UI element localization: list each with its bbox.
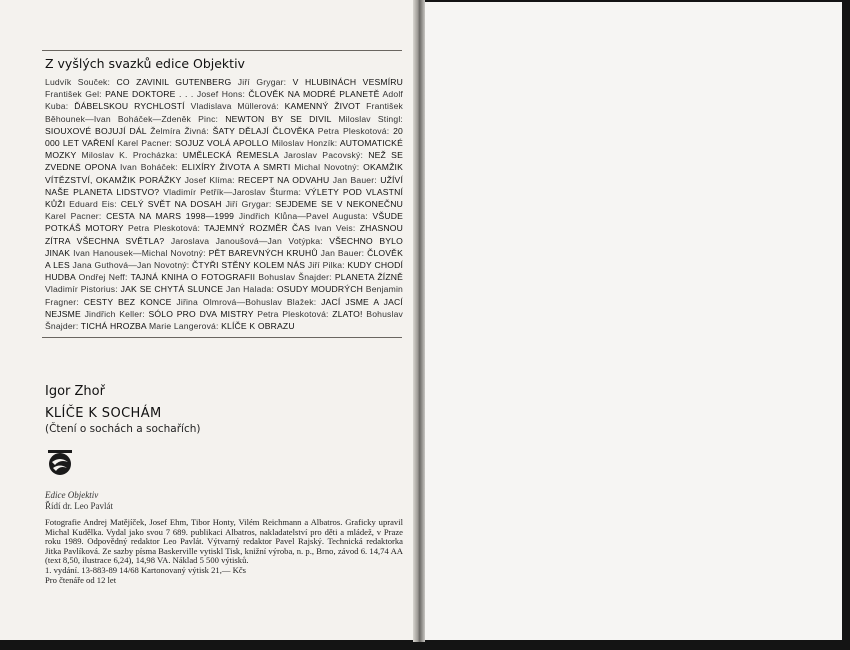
catalog-entry-author: Josef Hons: — [196, 89, 249, 100]
book-gutter — [413, 0, 425, 642]
catalog-entry-title: VÝLETY POD VLASTNÍ KŮŽI — [45, 186, 404, 210]
catalog-entry-author: Želmíra Živná: — [150, 125, 213, 136]
catalog-entry-author: Ivan Boháček: — [119, 162, 182, 173]
catalog-entry-title: OKAMŽIK VÍTĚZSTVÍ, OKAMŽIK PORÁŽKY — [45, 162, 403, 185]
catalog-entry-author: Jan Bauer: — [332, 174, 381, 185]
catalog-entry-title: TAJNÁ KNIHA O FOTOGRAFII — [130, 272, 256, 283]
catalog-entry-title: UMĚLECKÁ ŘEMESLA — [182, 150, 279, 161]
catalog-entry-author: Adolf Kuba: — [45, 89, 403, 112]
catalog-entry-author: Petra Pleskotová: — [127, 223, 205, 234]
catalog-entry-title: SIOUXOVÉ BOJUJÍ DÁL — [45, 125, 147, 136]
catalog-entry-author: Bohuslav Šnajder: — [258, 272, 335, 283]
catalog-entry — [117, 138, 268, 148]
publisher-logo-icon — [45, 447, 75, 477]
catalog-entry-title: CESTY BEZ KONCE — [83, 296, 172, 307]
catalog-entry — [45, 89, 193, 99]
catalog-entry-title: AUTOMATICKÉ MOZKY — [45, 138, 403, 161]
catalog-entry-author: Jindřich Keller: — [84, 308, 149, 319]
catalog-entry-author: Jiřina Olmrová—Bohuslav Blažek: — [176, 296, 322, 307]
bottom-rule — [42, 337, 402, 338]
catalog-entry-title: NEŽ SE ZVEDNE OPONA — [45, 150, 403, 173]
catalog-entry-title: SOJUZ VOLÁ APOLLO — [175, 138, 269, 149]
catalog-entry — [226, 284, 363, 294]
catalog-entry-author: Vladimír Pistorius: — [45, 284, 121, 295]
catalog-entry — [45, 211, 234, 221]
catalog-entry-author: Petra Pleskotová: — [257, 308, 333, 319]
catalog-entry-title: RECEPT NA ODVAHU — [238, 174, 330, 185]
catalog-entry-title: PANE DOKTORE . . . — [105, 89, 194, 100]
catalog-entry — [73, 248, 318, 258]
catalog-entry-title: 20 000 LET VAŘENÍ — [45, 125, 403, 149]
catalog-entry — [191, 101, 361, 111]
catalog-entry — [82, 150, 279, 160]
catalog-entry-title: ČTYŘI STĚNY KOLEM NÁS — [192, 260, 306, 271]
catalog-entry-author: Karel Pacner: — [45, 211, 107, 222]
catalog-entry-title: KLÍČE K OBRAZU — [221, 321, 295, 332]
catalog-entry-title: OSUDY MOUDRÝCH — [276, 284, 363, 295]
catalog-entry-title: PLANETA ŽÍZNĚ — [334, 272, 404, 283]
catalog-entry-title: ČLOVĚK A LES — [45, 247, 403, 271]
top-rule — [42, 50, 402, 51]
catalog-entry-author: Jan Bauer: — [320, 247, 368, 258]
catalog-entry-author: Petra Pleskotová: — [317, 125, 394, 136]
catalog-entry-author: Jan Halada: — [225, 284, 277, 295]
catalog-entry-title: V HLUBINÁCH VESMÍRU — [292, 77, 404, 87]
catalog-entry-author: Jaroslav Pacovský: — [283, 150, 369, 161]
catalog-entry — [150, 126, 314, 136]
catalog-entry-title: TAJEMNÝ ROZMĚR ČAS — [204, 223, 311, 234]
catalog-entry-author: Benjamin Fragner: — [45, 284, 403, 307]
catalog-entry-title: JACÍ JSME A JACÍ NEJSME — [45, 296, 403, 319]
catalog-entry-title: ŠATY DĚLAJÍ ČLOVĚKA — [212, 125, 314, 136]
catalog-entry-title: KAMENNÝ ŽIVOT — [284, 101, 361, 112]
edition-name: Edice Objektiv — [45, 490, 99, 500]
catalog-entry-title: ČLOVĚK NA MODRÉ PLANETĚ — [248, 89, 380, 100]
series-heading: Z vyšlých svazků edice Objektiv — [45, 56, 245, 71]
catalog-entry-title: ZLATO! — [332, 308, 363, 319]
catalog-entry — [197, 89, 380, 99]
catalog-entry-author: František Běhounek—Ivan Boháček—Zdeněk Pinc: — [45, 101, 403, 124]
catalog-entry — [85, 309, 254, 319]
catalog-entry-author: František Gel: — [45, 89, 106, 100]
catalog-entry — [258, 272, 403, 282]
catalog-entry — [257, 309, 362, 319]
catalog-entry-title: CO ZAVINIL GUTENBERG — [116, 77, 232, 87]
catalog-entry-title: VŠUDE POTKÁŠ MOTORY — [45, 211, 404, 234]
catalog-entry — [149, 321, 295, 331]
catalog-entry-title: UŽÍVÍ NAŠE PLANETA LIDSTVO? — [45, 174, 404, 197]
catalog-entry-author: Ludvík Souček: — [45, 77, 117, 87]
edition-editor: Řídí dr. Leo Pavlát — [45, 501, 113, 511]
catalog-entry-author: Ondřej Neff: — [78, 272, 131, 283]
catalog-entry-title: JAK SE CHYTÁ SLUNCE — [120, 284, 224, 295]
catalog-entry-author: Miloslav Stingl: — [338, 113, 403, 124]
catalog-entry-title: SEJDEME SE V NEKONEČNU — [275, 199, 403, 210]
catalog-entry — [79, 272, 256, 282]
colophon-edition-line: 1. vydání. 13-883-89 14/68 Kartonovaný výtisk 21,— Kčs — [45, 564, 246, 575]
catalog-entry — [185, 175, 330, 185]
catalog-entry-title: KUDY CHODÍ HUDBA — [45, 260, 404, 283]
catalog-entry-author: Ivan Veis: — [314, 223, 360, 234]
catalog-entry-author: Josef Klíma: — [184, 174, 239, 185]
catalog-entry-title: SÓLO PRO DVA MISTRY — [148, 308, 254, 319]
catalog-entry-title: NEWTON BY SE DIVIL — [225, 113, 332, 124]
colophon-text: Fotografie Andrej Matějíček, Josef Ehm, Tibor Honty, Vilém Reichmann a Albatros. Graficky upravil Michal Kudělka. Vydal jako svou 7 689. publikaci Albatros, nakladatelství pro děti a mládež, v Praze roku 1989. Odpovědný redaktor Leo Pavlát. Výtvarný redaktor Pavel Rajský. Technická redaktorka Jitka Pavlíková. Ze sazby písma Baskerville vytiskl Tisk, knižní výroba, n. p., Brno, závod 6. 14,74 AA (text 8,50, ilustrace 6,24), 14,98 VA. Náklad 5 500 výtisků. — [45, 517, 403, 566]
right-page — [422, 2, 842, 640]
catalog-entry-title: PĚT BAREVNÝCH KRUHŮ — [208, 247, 318, 258]
catalog-entry-title: ELIXÍRY ŽIVOTA A SMRTI — [181, 162, 291, 173]
catalog-entry-author: Karel Pacner: — [117, 138, 176, 149]
catalog-entry-title: ZHASNOU ZÍTRA VŠECHNA SVĚTLA? — [45, 223, 403, 246]
book-author: Igor Zhoř — [45, 384, 105, 399]
catalog-entry-title: ĎÁBELSKOU RYCHLOSTÍ — [74, 101, 185, 112]
catalog-entry-author: Vladimír Petřík—Jaroslav Šturma: — [163, 186, 306, 197]
catalog-entry-author: Jiří Grygar: — [237, 77, 293, 87]
catalog-entry-author: Michal Novotný: — [294, 162, 364, 173]
colophon-age-line: Pro čtenáře od 12 let — [45, 574, 117, 585]
catalog-entry-title: CESTA NA MARS 1998—1999 — [106, 211, 235, 222]
book-title: KLÍČE K SOCHÁM — [45, 406, 162, 421]
catalog-entry — [120, 162, 290, 172]
series-catalog — [45, 76, 403, 332]
catalog-entry-author: Eduard Eis: — [69, 199, 121, 210]
catalog-entry-author: Marie Langerová: — [148, 321, 222, 332]
catalog-entry-author: Bohuslav Šnajder: — [45, 308, 404, 332]
catalog-entry-author: Jindřich Klůna—Pavel Augusta: — [238, 211, 373, 222]
catalog-entry — [226, 199, 403, 209]
catalog-entry-author: Ivan Hanousek—Michal Novotný: — [73, 247, 209, 258]
catalog-entry-author: Jaroslava Janoušová—Jan Votýpka: — [170, 235, 330, 246]
catalog-entry-author: Miloslav K. Procházka: — [81, 150, 183, 161]
catalog-entry — [45, 77, 231, 87]
catalog-entry-title: VŠECHNO BYLO JINAK — [45, 235, 403, 258]
catalog-entry-title: TICHÁ HROZBA — [80, 321, 147, 332]
catalog-entry-author: Jana Guthová—Jan Novotný: — [72, 260, 193, 271]
book-subtitle: (Čtení o sochách a sochařích) — [45, 423, 201, 435]
catalog-entry-author: Vladislava Müllerová: — [190, 101, 285, 112]
catalog-entry-author: Jiří Pilka: — [307, 260, 348, 271]
catalog-entry — [45, 284, 223, 294]
catalog-entry — [73, 260, 306, 270]
catalog-entry-title: CELÝ SVĚT NA DOSAH — [120, 199, 222, 210]
catalog-entry — [238, 77, 403, 87]
catalog-entry — [69, 199, 222, 209]
colophon — [45, 518, 403, 585]
catalog-entry-author: Jiří Grygar: — [225, 199, 276, 210]
catalog-entry — [128, 223, 310, 233]
catalog-entry-author: Miloslav Honzík: — [271, 138, 340, 149]
